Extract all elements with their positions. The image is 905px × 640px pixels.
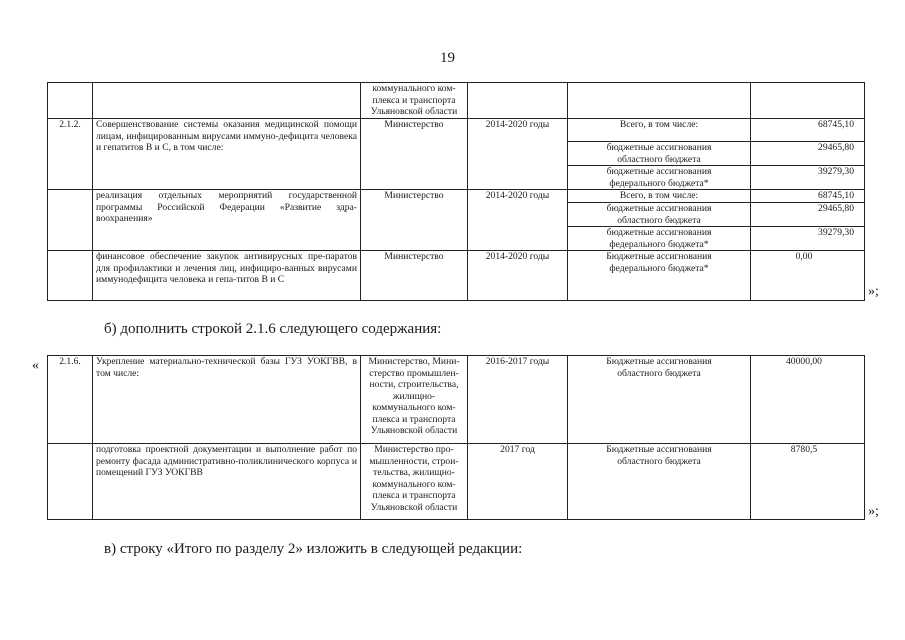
amount-cell: 0,00 xyxy=(751,251,865,301)
funding-source-cell: Бюджетные ассигнования областного бюджета xyxy=(568,444,751,520)
period-cell xyxy=(468,83,568,119)
amount-cell: 29465,80 xyxy=(751,142,865,166)
executor-cell: коммунального ком- плекса и транспорта Ульяновской области xyxy=(361,83,468,119)
row-number-cell: 2.1.6. xyxy=(48,356,93,444)
period-cell: 2017 год xyxy=(468,444,568,520)
period-cell: 2014-2020 годы xyxy=(468,190,568,251)
funding-source-cell: Всего, в том числе: xyxy=(568,190,751,203)
amount-cell: 68745,10 xyxy=(751,119,865,142)
table-row xyxy=(48,119,865,142)
program-table-insert xyxy=(47,355,865,520)
executor-cell: Министерство xyxy=(361,190,468,251)
funding-source-cell: бюджетные ассигнования федерального бюджета* xyxy=(568,166,751,190)
amount-cell: 40000,00 xyxy=(751,356,865,444)
funding-source-cell: Бюджетные ассигнования областного бюджета xyxy=(568,356,751,444)
funding-source-cell: бюджетные ассигнования областного бюджета xyxy=(568,142,751,166)
paragraph-b: б) дополнить строкой 2.1.6 следующего содержания: xyxy=(104,321,442,337)
row-number-cell xyxy=(48,444,93,520)
row-number-cell xyxy=(48,251,93,301)
measure-name-cell: реализация отдельных мероприятий государственной программы Российской Федерации «Развитие здра-воохранения» xyxy=(93,190,361,251)
opening-quote-mark: « xyxy=(32,358,39,373)
period-cell: 2014-2020 годы xyxy=(468,251,568,301)
program-table-continued xyxy=(47,82,865,301)
amount-cell xyxy=(751,83,865,119)
funding-source-cell xyxy=(568,83,751,119)
measure-name-cell: финансовое обеспечение закупок антивирусных пре-паратов для профилактики и лечения лиц, инфициро-ванных вирусами иммунодефицита человека и гепа-титов В и С xyxy=(93,251,361,301)
executor-cell: Министерство, Мини- стерство промышлен- ности, строительства, жилищно- коммунального ком- плекса и транспорта Ульяновской области xyxy=(361,356,468,444)
amount-cell: 39279,30 xyxy=(751,166,865,190)
closing-quote-mark: »; xyxy=(868,284,879,299)
measure-name-cell: подготовка проектной документации и выполнение работ по ремонту фасада административно-поликлинического корпуса и помещений ГУЗ УОКГВВ xyxy=(93,444,361,520)
amount-cell: 68745,10 xyxy=(751,190,865,203)
funding-source-cell: бюджетные ассигнования областного бюджета xyxy=(568,203,751,227)
paragraph-c: в) строку «Итого по разделу 2» изложить в следующей редакции: xyxy=(104,541,523,557)
table-row xyxy=(48,190,865,203)
amount-cell: 29465,80 xyxy=(751,203,865,227)
amount-cell: 39279,30 xyxy=(751,227,865,251)
table-row xyxy=(48,251,865,301)
table-row xyxy=(48,356,865,444)
measure-name-cell: Укрепление материально-технической базы ГУЗ УОКГВВ, в том числе: xyxy=(93,356,361,444)
row-number-cell: 2.1.2. xyxy=(48,119,93,190)
executor-cell: Министерство про- мышленности, строи- тельства, жилищно- коммунального ком- плекса и транспорта Ульяновской области xyxy=(361,444,468,520)
funding-source-cell: бюджетные ассигнования федерального бюджета* xyxy=(568,227,751,251)
closing-quote-mark: »; xyxy=(868,504,879,519)
row-number-cell xyxy=(48,190,93,251)
period-cell: 2014-2020 годы xyxy=(468,119,568,190)
page-number: 19 xyxy=(440,50,455,66)
amount-cell: 8780,5 xyxy=(751,444,865,520)
table-row xyxy=(48,83,865,119)
measure-name-cell xyxy=(93,83,361,119)
executor-cell: Министерство xyxy=(361,119,468,190)
funding-source-cell: Всего, в том числе: xyxy=(568,119,751,142)
executor-cell: Министерство xyxy=(361,251,468,301)
table-row xyxy=(48,444,865,520)
row-number-cell xyxy=(48,83,93,119)
funding-source-cell: Бюджетные ассигнования федерального бюджета* xyxy=(568,251,751,301)
period-cell: 2016-2017 годы xyxy=(468,356,568,444)
measure-name-cell: Совершенствование системы оказания медицинской помощи лицам, инфицированным вирусами иммуно-дефицита человека и гепатитов В и С, в том числе: xyxy=(93,119,361,190)
